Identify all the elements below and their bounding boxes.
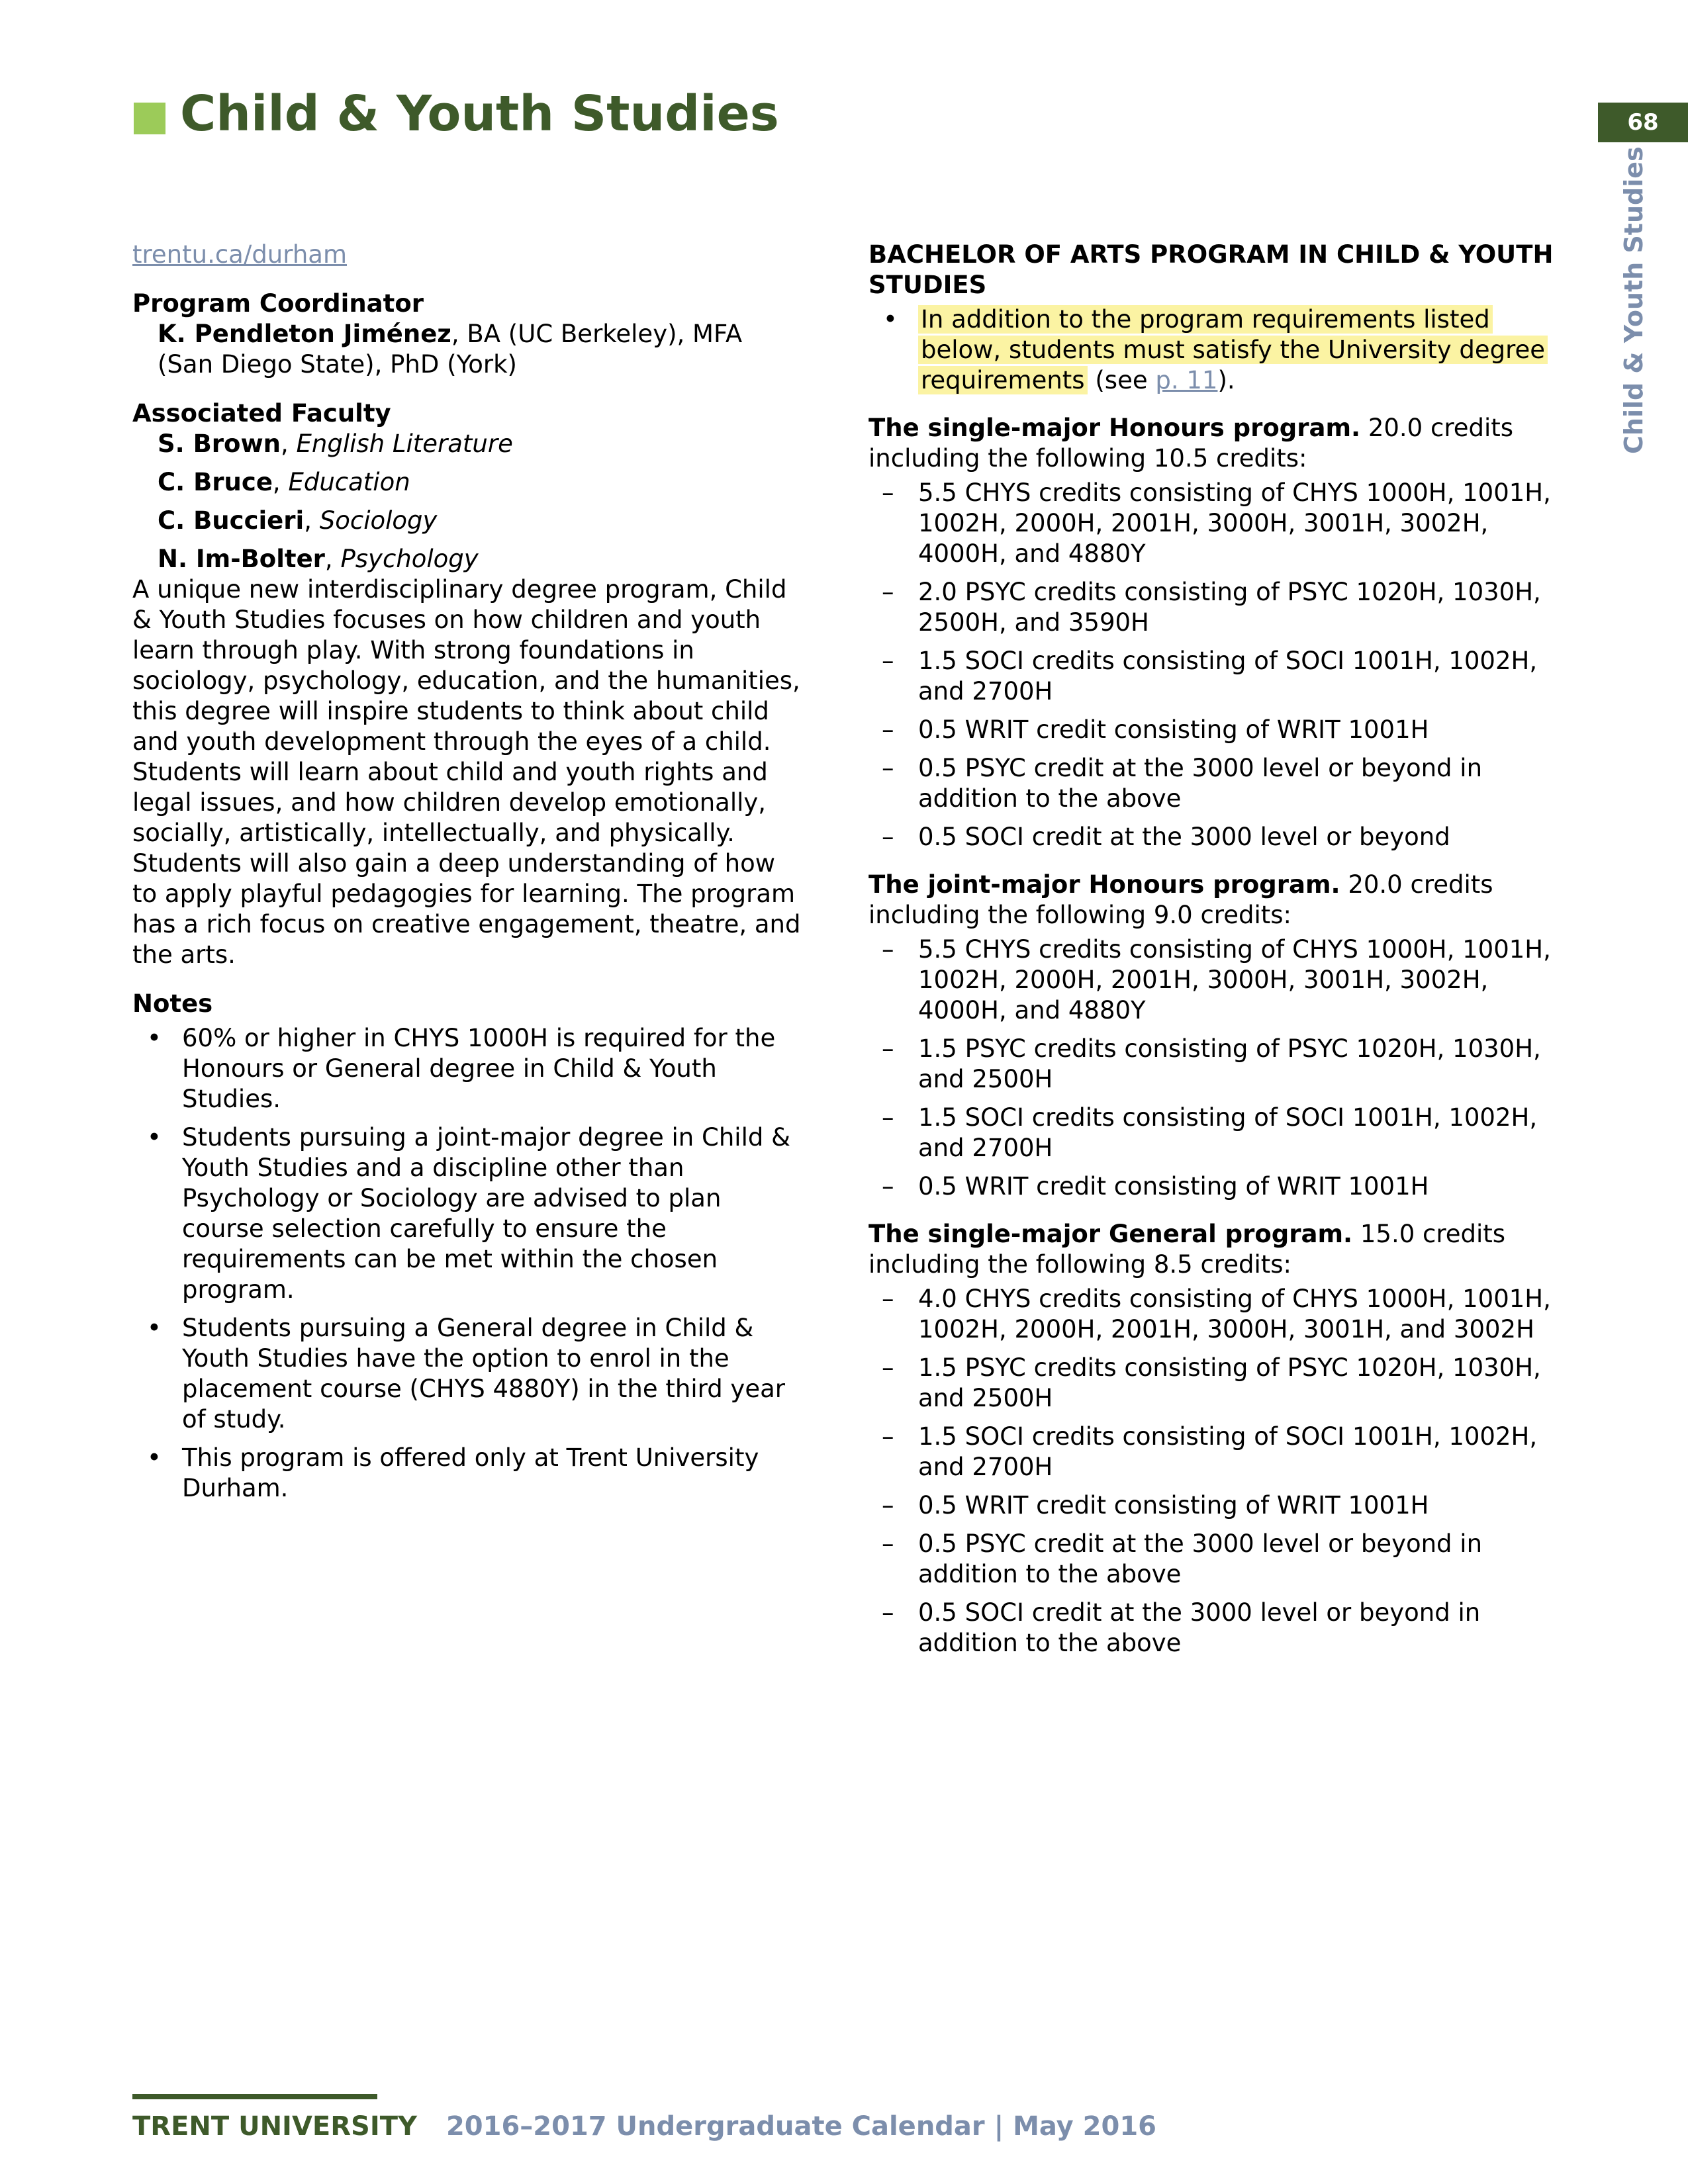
requirement-item: [868, 1034, 1570, 1095]
requirement-item: [868, 1103, 1570, 1163]
requirement-item: [868, 1490, 1570, 1521]
requirement-text: 5.5 CHYS credits consisting of CHYS 1000H, 1001H, 1002H, 2000H, 2001H, 3000H, 3001H, 3002H, 4000H, and 4880Y: [918, 935, 1551, 1024]
requirement-text: 1.5 PSYC credits consisting of PSYC 1020H, 1030H, and 2500H: [918, 1034, 1541, 1093]
requirement-text: 2.0 PSYC credits consisting of PSYC 1020H, 1030H, 2500H, and 3590H: [918, 578, 1541, 637]
requirement-text: 0.5 SOCI credit at the 3000 level or beyond in addition to the above: [918, 1598, 1481, 1657]
side-section-title: Child & Youth Studies: [1619, 146, 1648, 454]
dash-icon: –: [882, 578, 894, 606]
requirement-text: 0.5 PSYC credit at the 3000 level or beyond in addition to the above: [918, 754, 1483, 813]
coordinator-heading: Program Coordinator: [132, 289, 424, 318]
faculty-name: C. Bruce: [158, 468, 273, 496]
page-title: Child & Youth Studies: [180, 85, 779, 142]
faculty-name: S. Brown: [158, 430, 281, 458]
requirement-item: [868, 1529, 1570, 1590]
title-square-icon: [134, 103, 165, 134]
requirement-item: [868, 646, 1570, 707]
requirement-item: [868, 715, 1570, 745]
faculty-member: [158, 506, 801, 536]
dash-icon: –: [882, 1103, 894, 1132]
right-column: [868, 240, 1570, 1659]
bullet-icon: •: [147, 1123, 162, 1152]
requirement-text: 1.5 SOCI credits consisting of SOCI 1001H, 1002H, and 2700H: [918, 647, 1538, 705]
footer-rule: [132, 2094, 377, 2099]
dash-icon: –: [882, 1034, 894, 1063]
faculty-member: [158, 429, 801, 459]
faculty-department: Education: [288, 468, 410, 496]
notes-heading: Notes: [132, 989, 213, 1018]
faculty-member: [158, 544, 801, 574]
coordinator-entry: [132, 319, 801, 380]
note-text: This program is offered only at Trent University Durham.: [182, 1443, 759, 1502]
page-reference-link[interactable]: p. 11: [1155, 366, 1218, 394]
dash-icon: –: [882, 935, 894, 964]
requirement-item: [868, 1171, 1570, 1202]
requirement-text: 1.5 PSYC credits consisting of PSYC 1020H, 1030H, and 2500H: [918, 1353, 1541, 1412]
requirement-list: [868, 1284, 1570, 1659]
footer-calendar: 2016–2017 Undergraduate Calendar | May 2016: [445, 2111, 1156, 2142]
dash-icon: –: [882, 1285, 894, 1313]
dash-icon: –: [882, 1491, 894, 1520]
requirement-text: 5.5 CHYS credits consisting of CHYS 1000H, 1001H, 1002H, 2000H, 2001H, 3000H, 3001H, 3002H, 4000H, and 4880Y: [918, 478, 1551, 568]
durham-link[interactable]: trentu.ca/durham: [132, 240, 347, 269]
requirement-item: [868, 1284, 1570, 1345]
dash-icon: –: [882, 823, 894, 851]
page-number-badge: 68: [1598, 103, 1688, 142]
requirement-text: 1.5 SOCI credits consisting of SOCI 1001H, 1002H, and 2700H: [918, 1103, 1538, 1162]
dash-icon: –: [882, 1422, 894, 1451]
note-item: [132, 1023, 801, 1115]
program-heading: [868, 413, 1570, 474]
requirement-item: [868, 1353, 1570, 1414]
note-item: [132, 1443, 801, 1504]
faculty-separator: ,: [304, 506, 320, 535]
program-title: The joint-major Honours program.: [868, 870, 1340, 899]
requirement-list: [868, 934, 1570, 1202]
faculty-separator: ,: [272, 468, 289, 496]
requirement-text: 0.5 WRIT credit consisting of WRIT 1001H: [918, 1491, 1429, 1520]
footer: [132, 2111, 1156, 2142]
requirement-text: 0.5 SOCI credit at the 3000 level or beyond: [918, 823, 1450, 851]
note-text: 60% or higher in CHYS 1000H is required for the Honours or General degree in Child & Youth Studies.: [182, 1024, 776, 1113]
intro-item: [868, 304, 1570, 396]
dash-icon: –: [882, 1598, 894, 1627]
see-suffix: ).: [1217, 366, 1235, 394]
note-text: Students pursuing a General degree in Child & Youth Studies have the option to enrol in the placement course (CHYS 4880Y) in the third year of study.: [182, 1314, 785, 1433]
faculty-separator: ,: [324, 545, 341, 573]
requirement-text: 4.0 CHYS credits consisting of CHYS 1000H, 1001H, 1002H, 2000H, 2001H, 3000H, 3001H, and 3002H: [918, 1285, 1551, 1343]
program-summary: 20.0 credits including the following 10.5 credits:: [868, 414, 1514, 473]
note-item: [132, 1313, 801, 1435]
faculty-list: [132, 429, 801, 574]
requirement-item: [868, 822, 1570, 852]
requirement-item: [868, 1422, 1570, 1482]
requirement-text: 1.5 SOCI credits consisting of SOCI 1001H, 1002H, and 2700H: [918, 1422, 1538, 1481]
program-summary: 20.0 credits including the following 9.0 credits:: [868, 870, 1493, 929]
requirement-text: 0.5 WRIT credit consisting of WRIT 1001H: [918, 715, 1429, 744]
faculty-heading: Associated Faculty: [132, 399, 391, 428]
faculty-department: English Literature: [296, 430, 513, 458]
requirement-text: 0.5 PSYC credit at the 3000 level or beyond in addition to the above: [918, 1529, 1483, 1588]
dash-icon: –: [882, 1172, 894, 1201]
program-heading: [868, 870, 1570, 931]
requirement-item: [868, 753, 1570, 814]
program-summary: 15.0 credits including the following 8.5 credits:: [868, 1220, 1506, 1279]
dash-icon: –: [882, 715, 894, 744]
program-list: [868, 413, 1570, 1659]
program-title: The single-major Honours program.: [868, 414, 1361, 442]
note-item: [132, 1122, 801, 1305]
requirement-text: 0.5 WRIT credit consisting of WRIT 1001H: [918, 1172, 1429, 1201]
footer-university: TRENT UNIVERSITY: [132, 2111, 417, 2142]
bullet-icon: •: [147, 1443, 162, 1472]
faculty-name: C. Buccieri: [158, 506, 305, 535]
bullet-icon: •: [147, 1314, 162, 1342]
requirement-item: [868, 934, 1570, 1026]
see-prefix: (see: [1087, 366, 1156, 394]
program-heading: [868, 1219, 1570, 1280]
faculty-member: [158, 467, 801, 498]
dash-icon: –: [882, 647, 894, 675]
highlighted-text: In addition to the program requirements listed below, students must satisfy the University degree requirements: [918, 305, 1548, 394]
dash-icon: –: [882, 1353, 894, 1382]
dash-icon: –: [882, 1529, 894, 1558]
bullet-icon: •: [883, 305, 898, 334]
requirement-list: [868, 478, 1570, 852]
requirement-item: [868, 1598, 1570, 1659]
bullet-icon: •: [147, 1024, 162, 1052]
left-column: [132, 240, 801, 1504]
ba-program-heading: BACHELOR OF ARTS PROGRAM IN CHILD & YOUTH STUDIES: [868, 240, 1554, 299]
faculty-separator: ,: [280, 430, 297, 458]
program-title: The single-major General program.: [868, 1220, 1353, 1248]
note-text: Students pursuing a joint-major degree in Child & Youth Studies and a discipline other than Psychology or Sociology are advised to plan course selection carefully to ensure the requirements can be met within the chosen program.: [182, 1123, 790, 1304]
faculty-department: Sociology: [319, 506, 438, 535]
notes-list: [132, 1023, 801, 1504]
faculty-department: Psychology: [340, 545, 479, 573]
faculty-name: N. Im-Bolter: [158, 545, 325, 573]
program-description: A unique new interdisciplinary degree program, Child & Youth Studies focuses on how children and youth learn through play. With strong foundations in sociology, psychology, education, and the humanities, this degree will inspire students to think about child and youth development through the eyes of a child. Students will learn about child and youth rights and legal issues, and how children develop emotionally, socially, artistically, intellectually, and physically. Students will also gain a deep understanding of how to apply playful pedagogies for learning. The program has a rich focus on creative engagement, theatre, and the arts.: [132, 575, 801, 969]
coordinator-details: , BA (UC Berkeley), MFA (San Diego State), PhD (York): [158, 320, 743, 379]
requirement-item: [868, 577, 1570, 638]
dash-icon: –: [882, 478, 894, 507]
intro-list: [868, 304, 1570, 396]
coordinator-name: K. Pendleton Jiménez: [158, 320, 451, 348]
dash-icon: –: [882, 754, 894, 782]
requirement-item: [868, 478, 1570, 569]
